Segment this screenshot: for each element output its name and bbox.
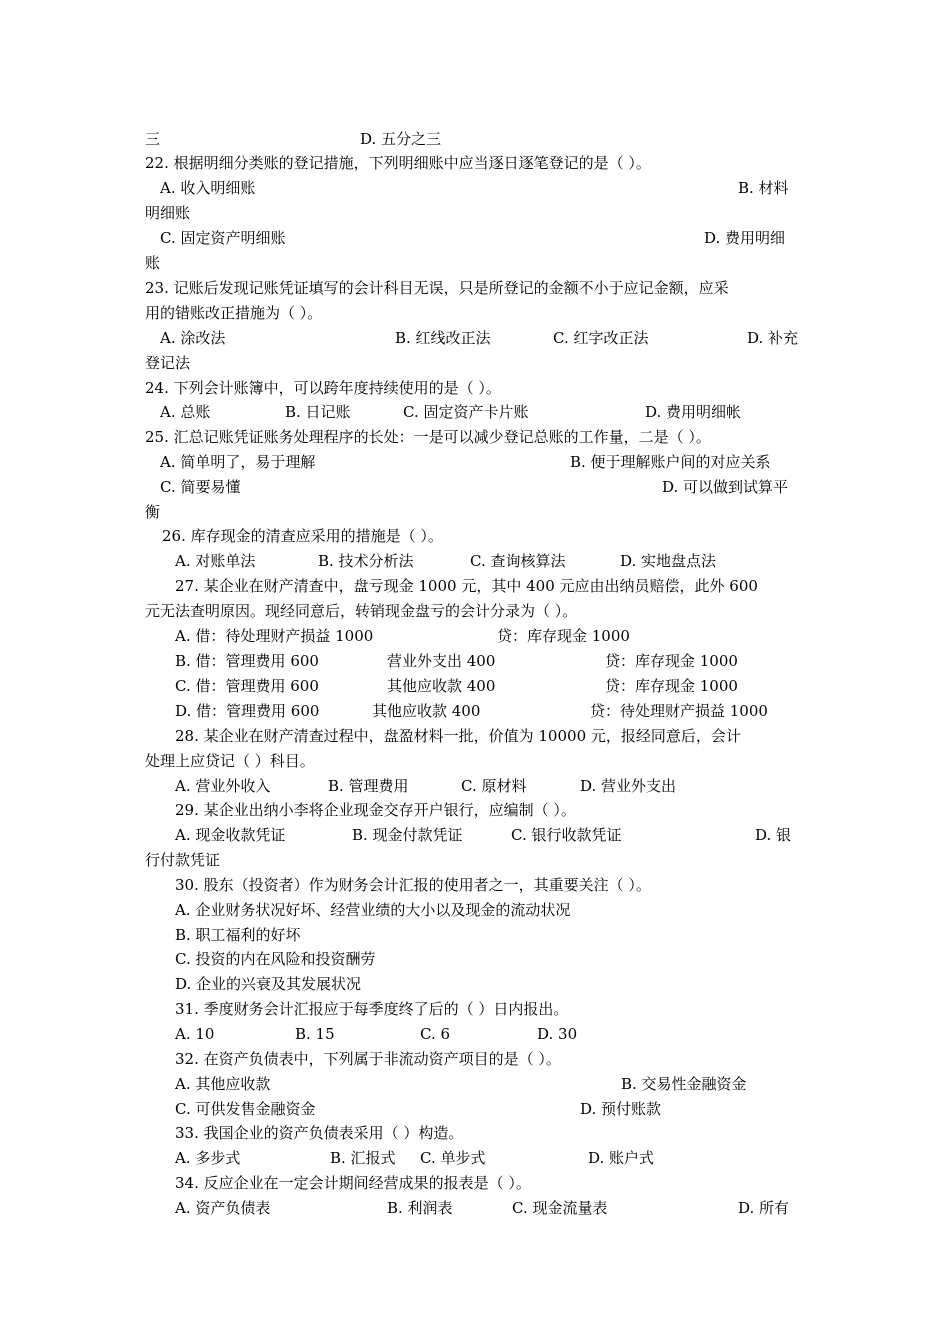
text-segment: 27. 某企业在财产清查中，盘亏现金 1000 元，其中 400 元应由出纳员赔偿，此外 600 [175,577,758,595]
text-segment: 登记法 [145,354,191,372]
text-segment: B. 技术分析法 [318,552,414,570]
text-segment: C. 固定资产明细账 [160,229,286,247]
text-segment: 营业外支出 400 [387,652,496,670]
text-segment: 其他应收款 400 [372,702,481,720]
text-segment: B. 红线改正法 [395,329,491,347]
text-segment: 33. 我国企业的资产负债表采用（ ）构造。 [175,1124,464,1142]
text-segment: 22. 根据明细分类账的登记措施，下列明细账中应当逐日逐笔登记的是（ ）。 [145,154,651,172]
text-segment: B. 利润表 [387,1199,453,1217]
text-segment: C. 查询核算法 [470,552,566,570]
text-segment: B. 管理费用 [328,777,409,795]
text-segment: C. 可供发售金融资金 [175,1100,316,1118]
text-segment: 23. 记账后发现记账凭证填写的会计科目无误，只是所登记的金额不小于应记金额，应采 [145,279,729,297]
text-segment: A. 现金收款凭证 [175,826,286,844]
text-segment: D. 费用明细帐 [645,403,742,421]
text-segment: D. 营业外支出 [580,777,677,795]
text-segment: A. 其他应收款 [175,1075,271,1093]
text-segment: 元无法查明原因。现经同意后，转销现金盘亏的会计分录为（ ）。 [145,602,578,620]
text-segment: B. 借：管理费用 600 [175,652,319,670]
text-segment: B. 汇报式 [330,1149,396,1167]
text-segment: 三 [145,130,161,148]
text-segment: B. 现金付款凭证 [352,826,463,844]
text-segment: B. 职工福利的好坏 [175,926,301,944]
text-segment: D. 可以做到试算平 [662,478,789,496]
text-segment: C. 原材料 [461,777,527,795]
text-segment: 30. 股东（投资者）作为财务会计汇报的使用者之一，其重要关注（ ）。 [175,876,651,894]
text-segment: B. 日记账 [285,403,351,421]
text-segment: B. 便于理解账户间的对应关系 [570,453,771,471]
text-segment: D. 账户式 [588,1149,655,1167]
text-segment: C. 简要易懂 [160,478,241,496]
text-segment: C. 借：管理费用 600 [175,677,319,695]
text-segment: 25. 汇总记账凭证账务处理程序的长处：一是可以减少登记总账的工作量，二是（ ）。 [145,428,711,446]
text-segment: 32. 在资产负债表中，下列属于非流动资产项目的是（ ）。 [175,1050,561,1068]
text-segment: C. 固定资产卡片账 [403,403,529,421]
text-segment: 账 [145,254,161,272]
text-segment: D. 补充 [747,329,799,347]
text-segment: 26. 库存现金的清查应采用的措施是（ ）。 [162,527,443,545]
text-segment: A. 涂改法 [160,329,226,347]
text-segment: D. 所有 [738,1199,790,1217]
text-segment: 贷：库存现金 1000 [605,652,738,670]
text-segment: 贷：库存现金 1000 [605,677,738,695]
text-segment: D. 预付账款 [580,1100,662,1118]
text-segment: B. 材料 [738,179,789,197]
text-segment: 其他应收款 400 [387,677,496,695]
text-segment: C. 6 [420,1025,451,1043]
text-segment: 处理上应贷记（ ）科目。 [145,752,315,770]
text-segment: C. 红字改正法 [553,329,649,347]
text-segment: A. 资产负债表 [175,1199,271,1217]
text-segment: 衡 [145,503,161,521]
text-segment: 31. 季度财务会计汇报应于每季度终了后的（ ）日内报出。 [175,1000,569,1018]
text-segment: C. 现金流量表 [512,1199,608,1217]
text-segment: 贷：待处理财产损益 1000 [590,702,768,720]
text-segment: D. 银 [755,826,792,844]
text-segment: 34. 反应企业在一定会计期间经营成果的报表是（ ）。 [175,1174,531,1192]
text-segment: A. 10 [175,1025,215,1043]
text-segment: 29. 某企业出纳小李将企业现金交存开户银行，应编制（ ）。 [175,801,576,819]
text-segment: 28. 某企业在财产清查过程中，盘盈材料一批，价值为 10000 元，报经同意后，会计 [175,727,741,745]
text-segment: D. 费用明细 [704,229,786,247]
text-segment: 明细账 [145,204,191,222]
text-segment: 24. 下列会计账簿中，可以跨年度持续使用的是（ ）。 [145,379,501,397]
text-segment: C. 银行收款凭证 [511,826,622,844]
text-segment: A. 总账 [160,403,211,421]
text-segment: 行付款凭证 [145,851,221,869]
text-segment: C. 投资的内在风险和投资酬劳 [175,950,376,968]
text-segment: B. 交易性金融资金 [621,1075,747,1093]
text-segment: 用的错账改正措施为（ ）。 [145,304,323,322]
text-segment: A. 企业财务状况好坏、经营业绩的大小以及现金的流动状况 [175,901,571,919]
text-segment: D. 借：管理费用 600 [175,702,320,720]
text-segment: D. 实地盘点法 [620,552,717,570]
text-segment: D. 五分之三 [360,130,442,148]
text-segment: C. 单步式 [420,1149,486,1167]
text-segment: B. 15 [295,1025,335,1043]
text-segment: 贷：库存现金 1000 [497,627,630,645]
text-segment: A. 收入明细账 [160,179,256,197]
text-segment: A. 营业外收入 [175,777,271,795]
text-segment: D. 30 [537,1025,578,1043]
text-segment: A. 多步式 [175,1149,241,1167]
text-segment: D. 企业的兴衰及其发展状况 [175,975,362,993]
text-segment: A. 对账单法 [175,552,256,570]
text-segment: A. 简单明了，易于理解 [160,453,316,471]
text-segment: A. 借：待处理财产损益 1000 [175,627,374,645]
